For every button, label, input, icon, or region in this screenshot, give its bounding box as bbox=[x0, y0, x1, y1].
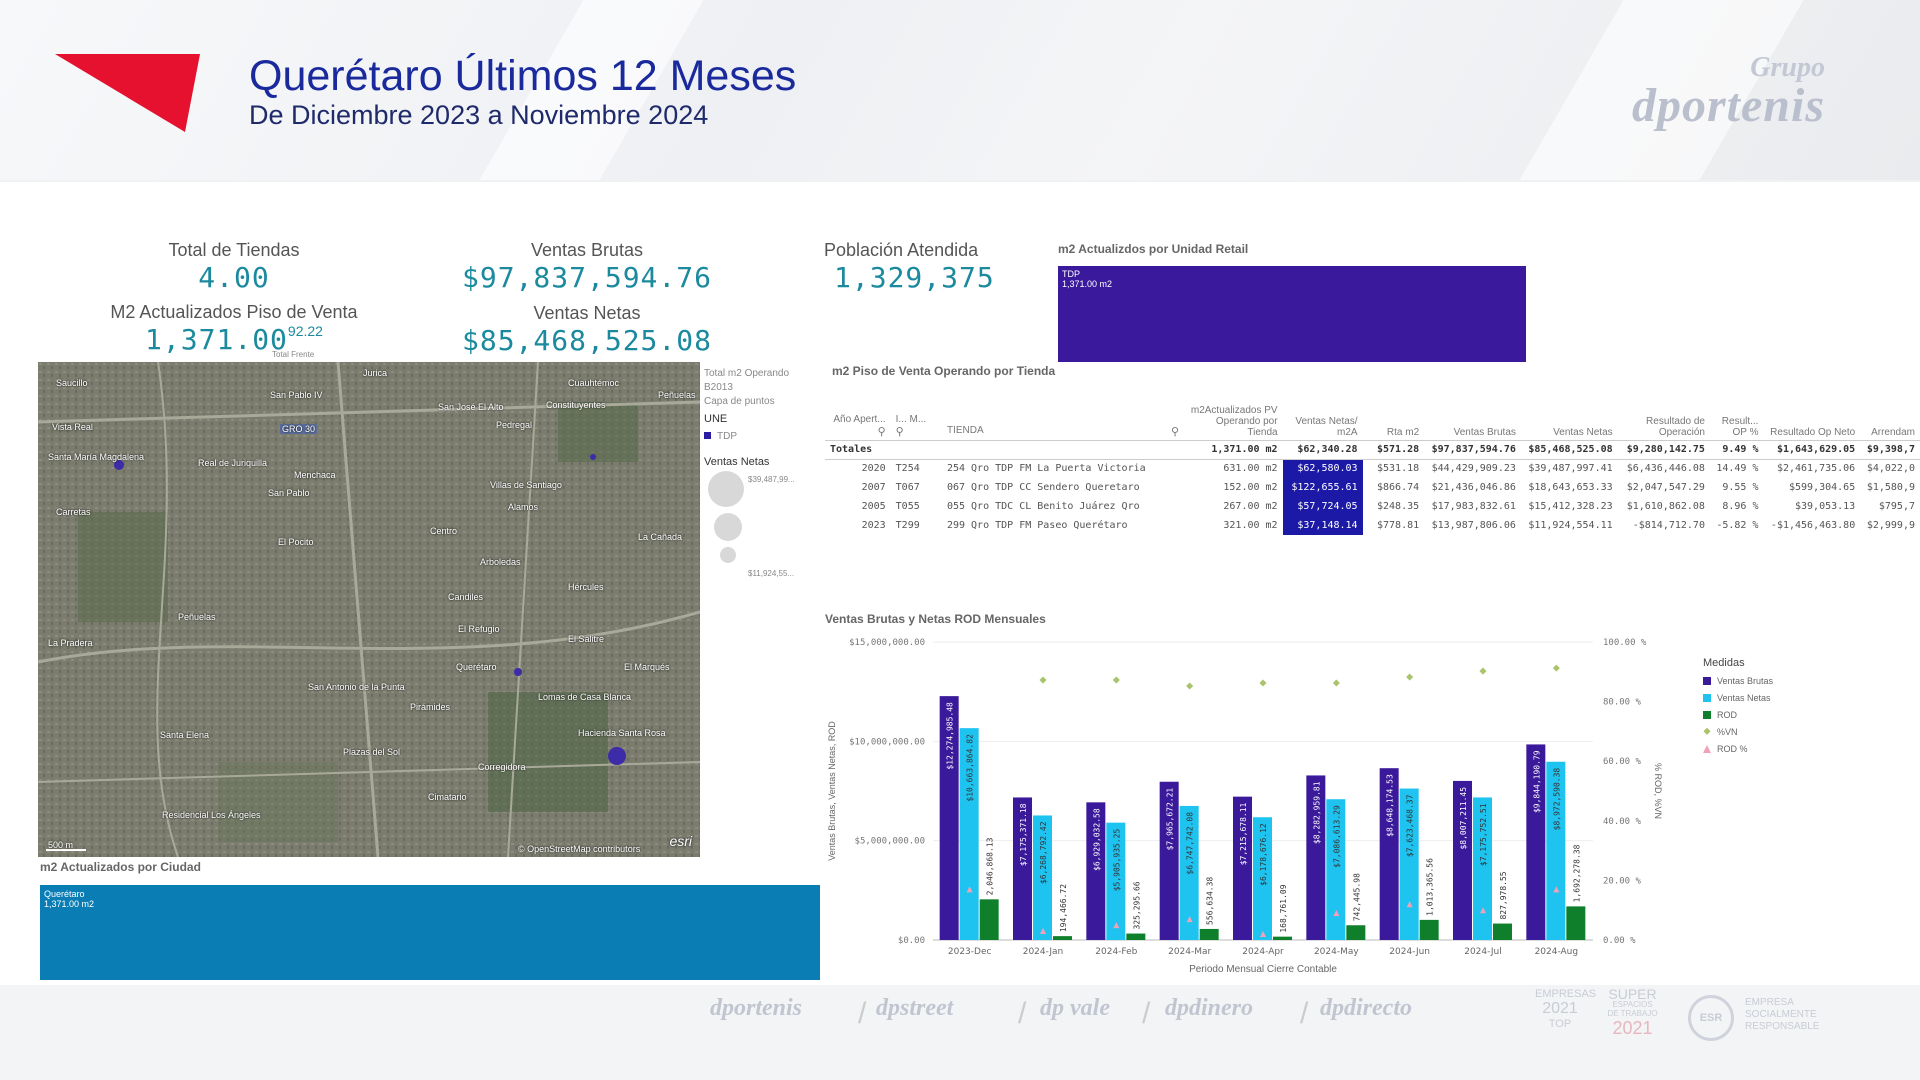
kpi-value: $97,837,594.76 bbox=[461, 261, 712, 294]
map-label: Menchaca bbox=[294, 470, 336, 480]
table-cell: $248.35 bbox=[1376, 501, 1420, 512]
vn-point bbox=[1553, 665, 1560, 672]
table-cell bbox=[942, 440, 1184, 459]
map-label: Santa Elena bbox=[160, 730, 210, 740]
bar-data-label: $8,648,174.53 bbox=[1385, 774, 1395, 837]
table-cell: $62,580.03 bbox=[1283, 459, 1363, 478]
map-label: Peñuelas bbox=[178, 612, 216, 622]
bar-data-label: $8,007,211.45 bbox=[1459, 786, 1468, 850]
kpi-label: Total de Tiendas bbox=[168, 240, 300, 260]
bar bbox=[1566, 906, 1585, 940]
brand-grupo: Grupo bbox=[1750, 52, 1825, 83]
x-tick-label: 2024-Jan bbox=[1022, 947, 1064, 957]
table-cell: $9,398,7 bbox=[1860, 440, 1920, 459]
map-label: Querétaro bbox=[456, 662, 497, 672]
col-header[interactable]: Año Apert... ⚲ bbox=[825, 390, 891, 440]
bar bbox=[1273, 937, 1292, 940]
table-cell: $62,340.28 bbox=[1283, 440, 1363, 459]
x-tick-label: 2024-Mar bbox=[1168, 947, 1212, 957]
bar-data-label: $10,663,864.82 bbox=[965, 734, 975, 802]
kpi-m2-piso bbox=[84, 302, 384, 359]
esri-logo: esri bbox=[669, 833, 692, 849]
map-label: La Cañada bbox=[638, 532, 683, 542]
map-label: Saucillo bbox=[56, 378, 88, 388]
table-cell: $39,487,997.41 bbox=[1528, 463, 1613, 475]
legend-max: $39,487,99... bbox=[748, 475, 795, 484]
y-tick-label: $10,000,000.00 bbox=[849, 737, 925, 748]
y-tick-label: $5,000,000.00 bbox=[854, 836, 925, 847]
table-cell: 152.00 m2 bbox=[1223, 482, 1278, 493]
badge-text: SUPER bbox=[1608, 986, 1657, 1002]
kpi-label: M2 Actualizados Piso de Venta bbox=[110, 302, 358, 322]
table-cell: 2023 bbox=[861, 520, 886, 531]
badge-text: 2021 bbox=[1542, 1000, 1578, 1017]
map-label: Pedregal bbox=[496, 420, 533, 430]
bar-data-label: $6,178,676.12 bbox=[1259, 823, 1268, 886]
bar-data-label: $6,268,792.42 bbox=[1039, 821, 1048, 885]
legend-item: %VN bbox=[1717, 727, 1738, 737]
table-cell: $2,461,735.06 bbox=[1776, 463, 1856, 475]
table-cell: T067 bbox=[895, 482, 920, 493]
legend-swatch bbox=[1703, 745, 1711, 753]
bar-data-label: $5,905,935.25 bbox=[1112, 828, 1122, 892]
x-axis-title: Periodo Mensual Cierre Contable bbox=[1189, 964, 1337, 975]
legend-title: Medidas bbox=[1703, 657, 1745, 669]
map-point[interactable] bbox=[608, 747, 626, 765]
footer-separator: / bbox=[1018, 997, 1027, 1030]
map-point[interactable] bbox=[590, 454, 596, 460]
page-title: Querétaro Últimos 12 Meses bbox=[249, 52, 797, 100]
search-icon[interactable]: ⚲ bbox=[895, 425, 904, 438]
bar bbox=[1126, 934, 1145, 940]
y2-tick-label: 0.00 % bbox=[1603, 936, 1636, 946]
map-label: Plazas del Sol bbox=[343, 747, 401, 757]
legend-size-large bbox=[708, 471, 744, 507]
x-tick-label: 2023-Dec bbox=[947, 947, 992, 957]
kpi-frente-value: 92.22 bbox=[287, 323, 323, 339]
table-cell: T299 bbox=[895, 520, 920, 531]
bar-data-label: $7,623,468.37 bbox=[1405, 794, 1415, 858]
table-cell: Totales bbox=[825, 440, 891, 459]
bar-data-label: 194,466.72 bbox=[1059, 883, 1068, 933]
header bbox=[0, 0, 1920, 180]
footer-brand: dpstreet bbox=[876, 995, 954, 1021]
bar-data-label: $8,972,590.38 bbox=[1552, 767, 1562, 831]
col-header[interactable]: Result... OP % bbox=[1710, 390, 1764, 440]
map-label: Hacienda Santa Rosa bbox=[578, 728, 666, 738]
map-label: Jurica bbox=[363, 368, 388, 378]
table-cell: -$814,712.70 bbox=[1632, 520, 1705, 531]
kpi-value: 1,329,375 bbox=[834, 261, 995, 294]
col-header[interactable]: TIENDA ⚲ bbox=[942, 390, 1184, 440]
map-label: Pirámides bbox=[410, 702, 451, 712]
table-cell: $4,022,0 bbox=[1866, 463, 1915, 475]
table-cell: $122,655.61 bbox=[1283, 478, 1363, 497]
red-triangle-logo bbox=[55, 54, 205, 134]
table-cell: 254 Qro TDP FM La Puerta Victoria bbox=[946, 463, 1146, 475]
table-cell: $571.28 bbox=[1363, 440, 1425, 459]
bar-data-label: $7,086,613.29 bbox=[1332, 805, 1342, 868]
badge-text: SOCIALMENTE bbox=[1745, 1009, 1817, 1020]
col-header[interactable]: Rta m2 bbox=[1363, 390, 1425, 440]
table-cell: 299 Qro TDP FM Paseo Querétaro bbox=[946, 520, 1128, 531]
footer-separator: / bbox=[1142, 997, 1151, 1030]
kpi-total-tiendas bbox=[84, 240, 384, 294]
search-icon[interactable]: ⚲ bbox=[1171, 425, 1180, 438]
vn-point bbox=[1333, 679, 1340, 686]
table-cell: $795,7 bbox=[1878, 501, 1915, 512]
bar-data-label: $6,929,032.58 bbox=[1092, 808, 1102, 871]
vn-point bbox=[1259, 679, 1266, 686]
bar-data-label: $7,175,752.51 bbox=[1479, 803, 1488, 867]
table-cell: 2007 bbox=[861, 482, 886, 493]
map-label: El Pocito bbox=[278, 537, 314, 547]
kpi-poblacion bbox=[800, 240, 1000, 294]
table-row[interactable] bbox=[825, 459, 1920, 478]
y2-axis-title: % ROD, %VN bbox=[1653, 762, 1663, 820]
table-cell: 321.00 m2 bbox=[1223, 520, 1278, 531]
bar-data-label: 827,978.55 bbox=[1499, 871, 1508, 920]
bar bbox=[1420, 920, 1439, 940]
legend-sub: Capa de puntos bbox=[704, 396, 775, 407]
bar bbox=[1053, 936, 1072, 940]
map-label: Constituyentes bbox=[546, 400, 606, 410]
col-header[interactable]: Ventas Netas bbox=[1521, 390, 1618, 440]
y-tick-label: $0.00 bbox=[897, 936, 925, 946]
footer bbox=[0, 985, 1920, 1080]
bar-data-label: $7,965,672.21 bbox=[1165, 787, 1175, 851]
table-cell: T055 bbox=[895, 501, 920, 512]
map-label: Santa María Magdalena bbox=[48, 452, 145, 462]
kpi-value: $85,468,525.08 bbox=[461, 324, 712, 357]
col-header[interactable]: Resultado Op Neto bbox=[1763, 390, 1860, 440]
map-label: El Salitre bbox=[568, 634, 605, 644]
table-cell: $44,429,909.23 bbox=[1431, 463, 1516, 475]
tile-label: TDP bbox=[1062, 269, 1080, 279]
badge-text: DE TRABAJO bbox=[1607, 1009, 1658, 1018]
map-legend bbox=[704, 368, 824, 578]
table-cell bbox=[891, 440, 942, 459]
table-cell: T254 bbox=[895, 463, 920, 475]
map[interactable] bbox=[38, 362, 700, 857]
bar-data-label: 1,692,278.38 bbox=[1572, 844, 1582, 903]
legend-swatch bbox=[1703, 728, 1710, 735]
section-title-table: m2 Piso de Venta Operando por Tienda bbox=[832, 364, 1056, 378]
x-tick-label: 2024-Jun bbox=[1389, 947, 1431, 957]
map-label: San Pablo IV bbox=[270, 390, 323, 400]
footer-brand: dpdirecto bbox=[1320, 995, 1412, 1021]
table-cell: $13,987,806.06 bbox=[1431, 520, 1516, 531]
table-cell: -$1,456,463.80 bbox=[1770, 520, 1856, 531]
table-cell: $21,436,046.86 bbox=[1431, 482, 1516, 493]
bar bbox=[1200, 929, 1219, 940]
bar-data-label: $9,844,190.79 bbox=[1532, 750, 1542, 814]
section-title-chart: Ventas Brutas y Netas ROD Mensuales bbox=[825, 612, 1046, 626]
bar-data-label: 742,445.98 bbox=[1352, 873, 1362, 922]
legend-tdp[interactable]: TDP bbox=[717, 431, 737, 442]
map-label: Alamos bbox=[508, 502, 539, 512]
table-cell: $18,643,653.33 bbox=[1528, 482, 1613, 493]
bar-data-label: $12,274,985.48 bbox=[945, 702, 955, 770]
treemap-tile-tdp[interactable] bbox=[1058, 266, 1526, 362]
y2-tick-label: 80.00 % bbox=[1603, 697, 1641, 708]
bar-data-label: $7,175,371.18 bbox=[1019, 803, 1028, 867]
vn-point bbox=[1186, 682, 1193, 689]
table-cell: $599,304.65 bbox=[1788, 482, 1856, 493]
bar-data-label: 556,634.38 bbox=[1205, 876, 1215, 925]
map-label: San Pablo bbox=[268, 488, 310, 498]
legend-une: UNE bbox=[704, 413, 728, 425]
vn-point bbox=[1039, 676, 1046, 683]
legend-swatch bbox=[1703, 677, 1711, 685]
map-label: Centro bbox=[430, 526, 458, 536]
badge-text: EMPRESAS bbox=[1535, 988, 1597, 1000]
table-cell: 14.49 % bbox=[1716, 463, 1759, 475]
table-cell: $1,580,9 bbox=[1866, 482, 1915, 493]
table-cell: $97,837,594.76 bbox=[1424, 440, 1521, 459]
monthly-chart bbox=[823, 620, 1918, 980]
kpi-label: Ventas Netas bbox=[533, 303, 641, 323]
bar-data-label: $8,282,959.81 bbox=[1312, 781, 1322, 845]
map-label: El Refugio bbox=[458, 624, 500, 634]
badge-text: 2021 bbox=[1612, 1018, 1653, 1038]
badge-esr bbox=[1745, 997, 1819, 1033]
tile-value: 1,371.00 m2 bbox=[44, 899, 95, 909]
table-cell: $57,724.05 bbox=[1283, 497, 1363, 516]
x-tick-label: 2024-May bbox=[1313, 947, 1359, 957]
table-header-row bbox=[825, 390, 1920, 440]
legend-min: $11,924,55... bbox=[748, 569, 795, 578]
page-subtitle: De Diciembre 2023 a Noviembre 2024 bbox=[249, 100, 709, 130]
legend-item: ROD bbox=[1717, 710, 1737, 720]
section-title-retail: m2 Actualizdos por Unidad Retail bbox=[1058, 242, 1249, 256]
table-cell: 631.00 m2 bbox=[1223, 463, 1278, 475]
footer-brand: dp vale bbox=[1040, 995, 1110, 1021]
chart-svg bbox=[823, 620, 1918, 980]
kpi-label: Ventas Brutas bbox=[530, 240, 644, 260]
map-label: Residencial Los Ángeles bbox=[162, 810, 261, 820]
treemap-tile-queretaro[interactable] bbox=[40, 885, 820, 980]
table-cell: $1,643,629.05 bbox=[1763, 440, 1860, 459]
y-axis-title: Ventas Brutas, Ventas Netas, ROD bbox=[827, 721, 837, 861]
brand-logo: dportenis bbox=[1631, 79, 1825, 132]
legend-item: ROD % bbox=[1717, 744, 1748, 754]
map-label: Real de Juriquilla bbox=[198, 458, 268, 468]
map-label: Arboledas bbox=[480, 557, 521, 567]
table-cell: $11,924,554.11 bbox=[1528, 520, 1613, 531]
vn-point bbox=[1113, 676, 1120, 683]
col-header[interactable]: Ventas Netas/ m2A bbox=[1283, 390, 1363, 440]
legend-swatch bbox=[1703, 711, 1711, 719]
table-cell: -5.82 % bbox=[1716, 520, 1759, 531]
kpi-ventas-netas bbox=[437, 303, 737, 357]
badge-text: ESPACIOS bbox=[1612, 1000, 1653, 1009]
legend-title: Total m2 Operando bbox=[704, 368, 790, 379]
map-label: Carretas bbox=[56, 507, 91, 517]
badge-empresas bbox=[1535, 988, 1597, 1030]
bar-data-label: 2,046,868.13 bbox=[985, 837, 995, 896]
table-row[interactable] bbox=[825, 478, 1920, 497]
bar-data-label: $6,747,742.08 bbox=[1185, 811, 1195, 875]
map-label: San Antonio de la Punta bbox=[308, 682, 405, 692]
footer-brand: dportenis bbox=[710, 995, 803, 1021]
table-cell: $37,148.14 bbox=[1283, 516, 1363, 535]
map-label: Vista Real bbox=[52, 422, 93, 432]
map-label: Peñuelas bbox=[658, 390, 696, 400]
legend-item: Ventas Brutas bbox=[1717, 676, 1774, 686]
map-label: Cimatario bbox=[428, 792, 467, 802]
bar bbox=[980, 899, 999, 940]
y2-tick-label: 40.00 % bbox=[1603, 816, 1641, 827]
map-label: Hércules bbox=[568, 582, 604, 592]
bar-data-label: 168,761.09 bbox=[1279, 884, 1288, 933]
kpi-label: Población Atendida bbox=[824, 240, 979, 260]
legend-sub: B2013 bbox=[704, 382, 733, 393]
map-attribution[interactable]: © OpenStreetMap contributors bbox=[518, 844, 641, 854]
road-shield: GRO 30 bbox=[282, 424, 316, 434]
table-row[interactable] bbox=[825, 516, 1920, 535]
legend-swatch bbox=[1703, 694, 1711, 702]
legend-size-medium bbox=[714, 513, 742, 541]
table-cell: 2020 bbox=[861, 463, 886, 475]
col-header[interactable]: Ventas Brutas bbox=[1424, 390, 1521, 440]
stores-table bbox=[825, 390, 1920, 535]
table-cell: $17,983,832.61 bbox=[1431, 501, 1516, 512]
y2-tick-label: 60.00 % bbox=[1603, 757, 1641, 768]
bar bbox=[1493, 924, 1512, 940]
table-cell: $1,610,862.08 bbox=[1626, 501, 1705, 512]
badge-super-espacios bbox=[1600, 988, 1665, 1038]
footer-brand: dpdinero bbox=[1165, 995, 1254, 1021]
bar bbox=[1346, 925, 1365, 940]
map-label: Cuauhtémoc bbox=[568, 378, 620, 388]
col-header[interactable]: Resultado de Operación bbox=[1618, 390, 1710, 440]
x-tick-label: 2024-Aug bbox=[1534, 947, 1579, 957]
vn-point bbox=[1479, 668, 1486, 675]
x-tick-label: 2024-Apr bbox=[1242, 947, 1284, 957]
esr-logo: ESR bbox=[1688, 995, 1734, 1041]
bar-data-label: 325,295.66 bbox=[1132, 881, 1142, 930]
bar-data-label: $7,215,678.11 bbox=[1239, 802, 1248, 866]
map-label: La Pradera bbox=[48, 638, 93, 648]
map-label: Corregidora bbox=[478, 762, 526, 772]
y2-tick-label: 20.00 % bbox=[1603, 876, 1641, 887]
table-cell: $39,053.13 bbox=[1795, 501, 1856, 512]
section-title-city: m2 Actualizados por Ciudad bbox=[40, 860, 201, 874]
vn-point bbox=[1406, 674, 1413, 681]
bar-data-label: 1,013,365.56 bbox=[1425, 858, 1435, 916]
map-label: Candiles bbox=[448, 592, 484, 602]
kpi-ventas-brutas bbox=[437, 240, 737, 294]
table-cell: 2005 bbox=[861, 501, 886, 512]
table-cell: $778.81 bbox=[1376, 520, 1420, 531]
table-cell: $866.74 bbox=[1376, 482, 1420, 493]
tile-value: 1,371.00 m2 bbox=[1062, 279, 1113, 289]
col-header[interactable]: Arrendam bbox=[1860, 390, 1920, 440]
x-tick-label: 2024-Feb bbox=[1095, 947, 1138, 957]
y2-tick-label: 100.00 % bbox=[1603, 638, 1647, 648]
legend-swatch bbox=[704, 432, 711, 439]
table-cell: $2,999,9 bbox=[1866, 520, 1915, 531]
table-cell: $6,436,446.08 bbox=[1626, 463, 1705, 475]
map-terrain bbox=[38, 362, 700, 857]
table-cell: $15,412,328.23 bbox=[1528, 501, 1613, 512]
table-totals-row bbox=[825, 440, 1920, 459]
table-cell: 067 Qro TDP CC Sendero Queretaro bbox=[946, 482, 1140, 493]
legend-item: Ventas Netas bbox=[1717, 693, 1771, 703]
kpi-value: 4.00 bbox=[198, 261, 270, 294]
map-scale-label: 500 m bbox=[48, 840, 74, 850]
table-cell: 8.96 % bbox=[1722, 501, 1759, 512]
col-header[interactable]: m2Actualizados PV Operando por Tienda bbox=[1184, 390, 1282, 440]
badge-text: RESPONSABLE bbox=[1745, 1021, 1820, 1032]
kpi-value: 1,371.00 bbox=[145, 323, 288, 356]
map-label: El Marqués bbox=[624, 662, 670, 672]
table-row[interactable] bbox=[825, 497, 1920, 516]
table-cell: $85,468,525.08 bbox=[1521, 440, 1618, 459]
table-cell: 1,371.00 m2 bbox=[1184, 440, 1282, 459]
map-label: San José El Alto bbox=[438, 402, 504, 412]
x-tick-label: 2024-Jul bbox=[1464, 947, 1502, 957]
table-cell: 055 Qro TDC CL Benito Juárez Qro bbox=[946, 501, 1140, 512]
table-cell: $9,280,142.75 bbox=[1618, 440, 1710, 459]
kpi-frente-label: Total Frente bbox=[272, 350, 315, 359]
table-cell: 9.49 % bbox=[1710, 440, 1764, 459]
table-cell: $531.18 bbox=[1376, 463, 1420, 475]
map-point[interactable] bbox=[514, 668, 522, 676]
table-cell: 267.00 m2 bbox=[1223, 501, 1278, 512]
search-icon[interactable]: ⚲ bbox=[877, 425, 886, 438]
table-cell: 9.55 % bbox=[1722, 482, 1759, 493]
y-tick-label: $15,000,000.00 bbox=[849, 638, 925, 648]
tile-label: Querétaro bbox=[44, 889, 85, 899]
badge-text: TOP bbox=[1548, 1018, 1572, 1030]
footer-separator: / bbox=[858, 997, 867, 1030]
map-label: Lomas de Casa Blanca bbox=[538, 692, 632, 702]
footer-separator: / bbox=[1300, 997, 1309, 1030]
legend-size-title: Ventas Netas bbox=[704, 456, 770, 468]
badge-text: EMPRESA bbox=[1745, 997, 1794, 1008]
map-label: Villas de Santiago bbox=[490, 480, 562, 490]
legend-size-small bbox=[720, 547, 736, 563]
table-cell: $2,047,547.29 bbox=[1626, 482, 1705, 493]
col-header[interactable]: I... M... ⚲ bbox=[891, 390, 942, 440]
